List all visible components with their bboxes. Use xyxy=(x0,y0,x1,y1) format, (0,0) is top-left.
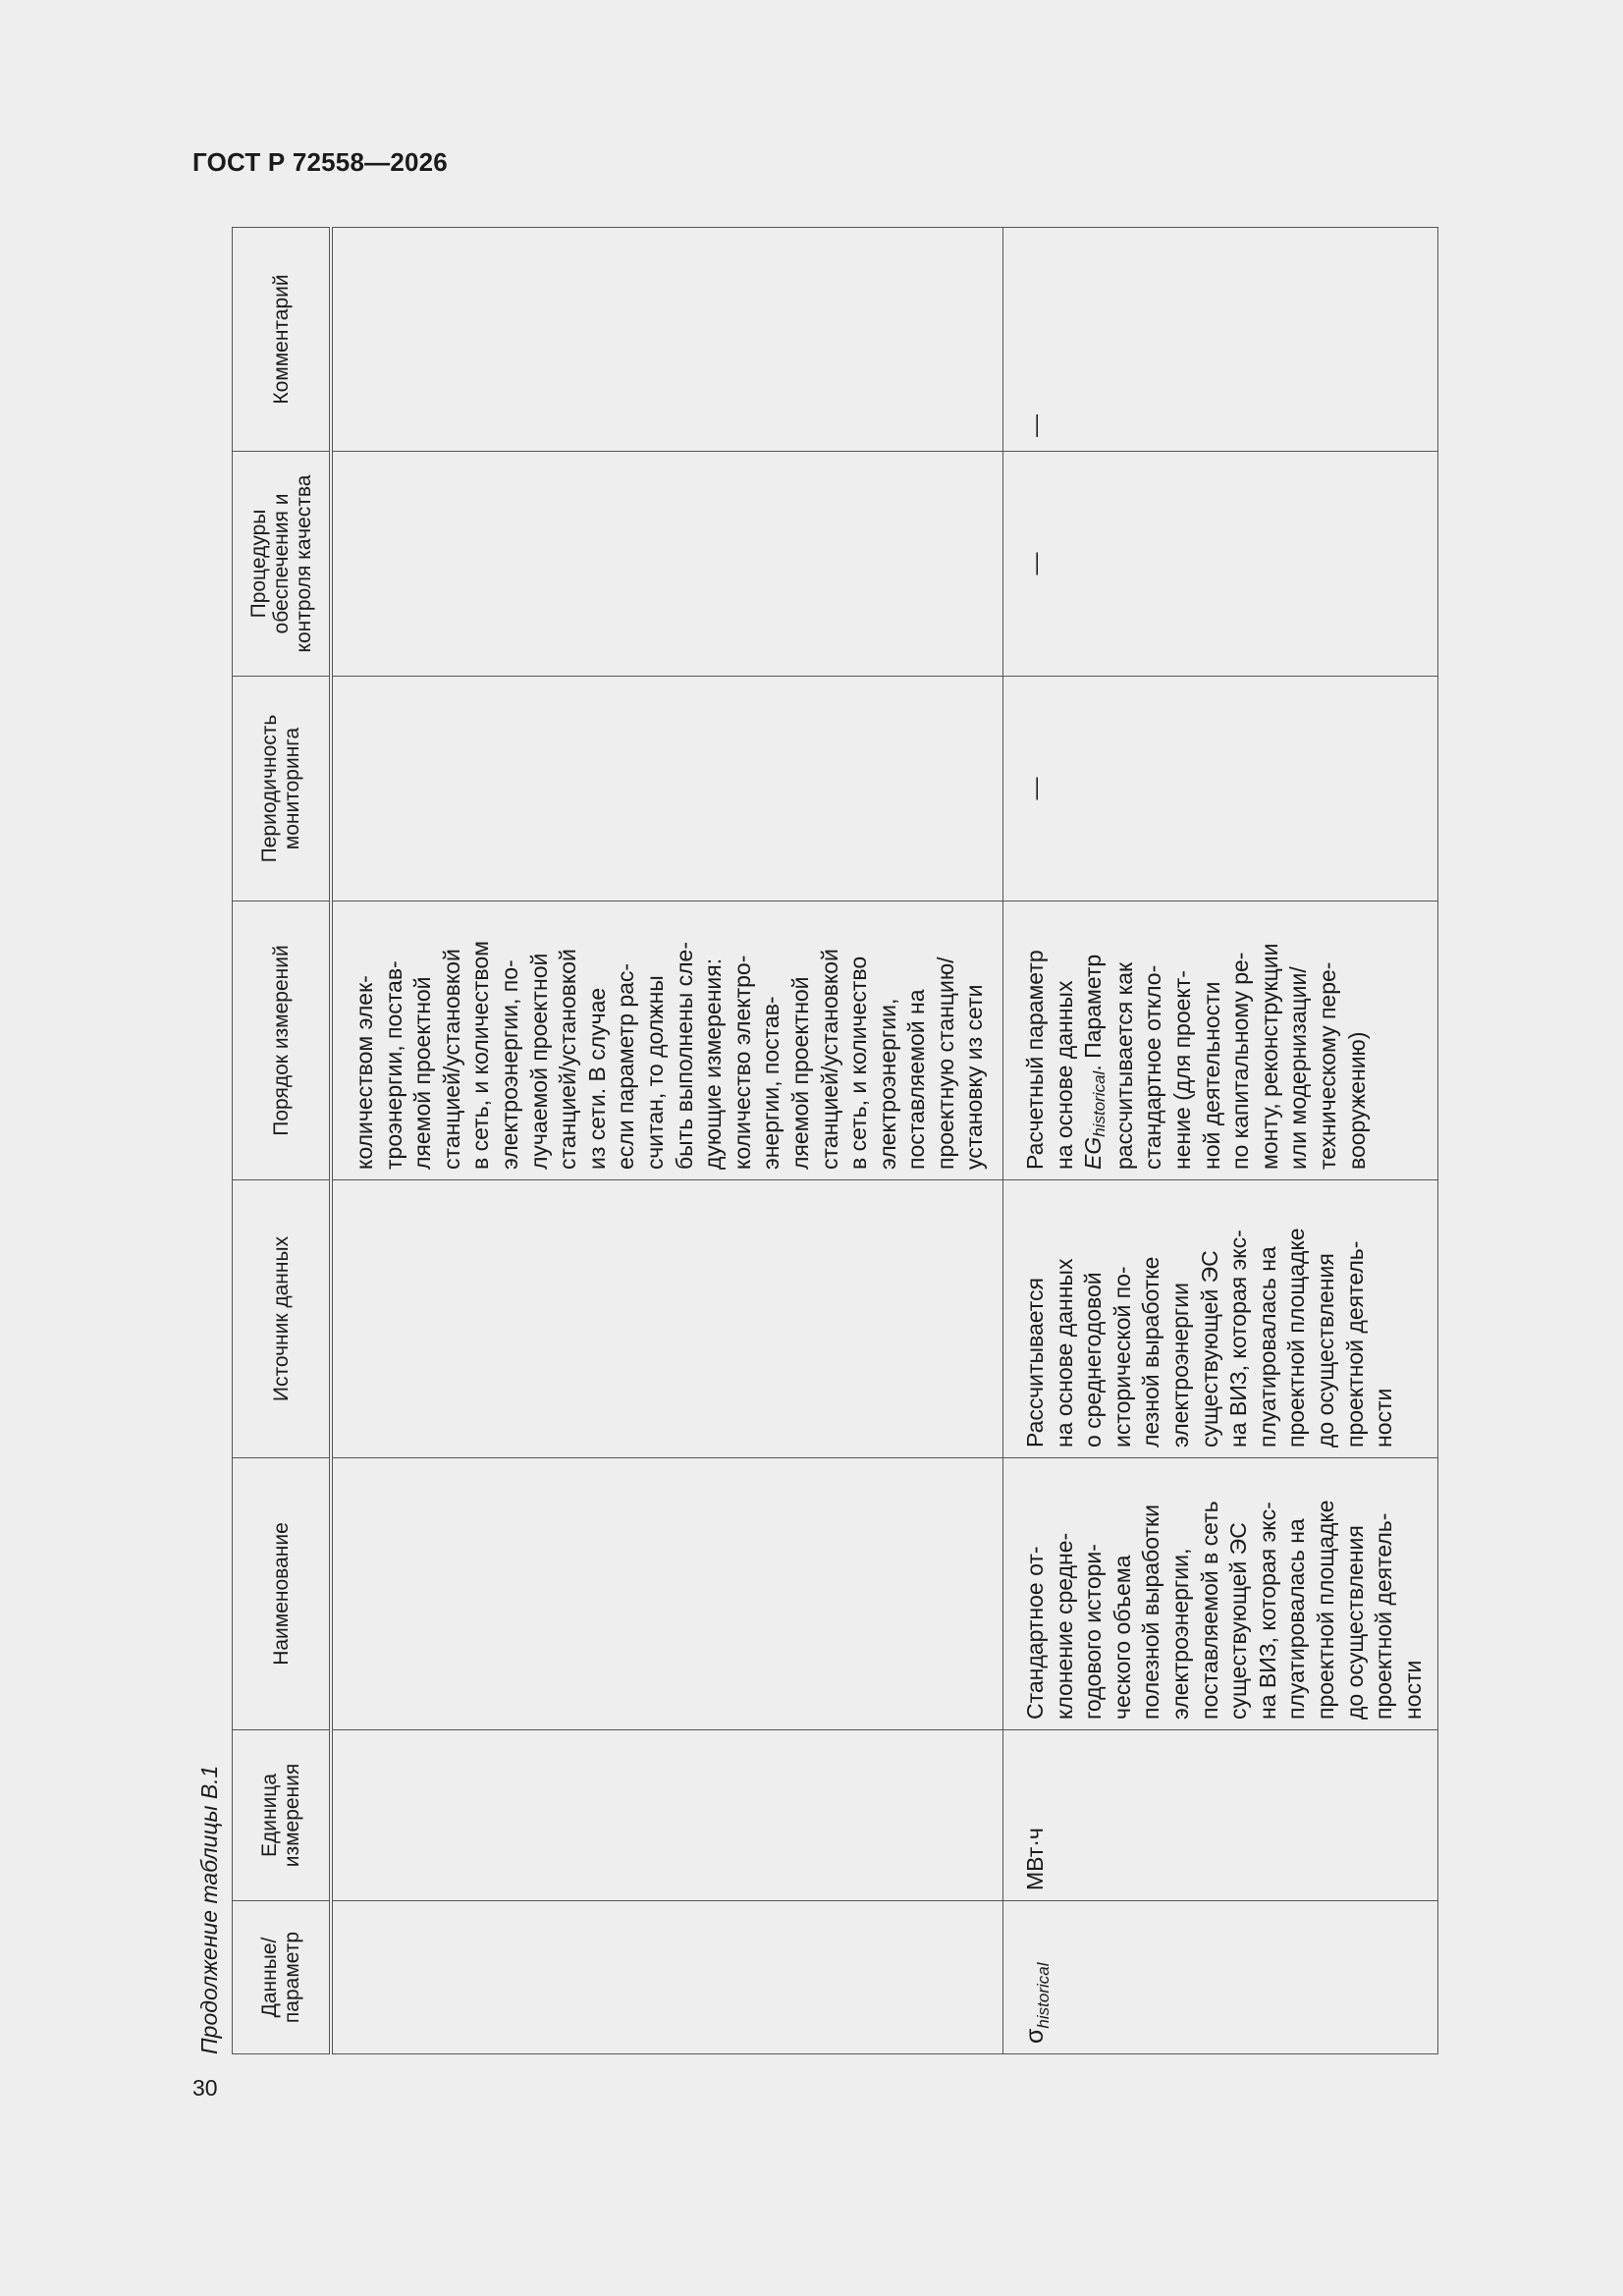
parameter-symbol: σ xyxy=(1021,2028,1049,2044)
header-data-source: Источник данных xyxy=(233,1180,332,1458)
cell-data-source: Рассчитывается на основе данных о среднегодовой исторической по- лезной выработке электроэнергии существующей ЭС на ВИЗ, которая экс- плуатировалась на проектной площадке до осуществления проектной деятель- ности xyxy=(1003,1180,1438,1458)
cell-name: Стандартное от- клонение средне- годового истори- ческого объема полезной выработки электроэнергии, поставляемой в сеть существующей ЭС на ВИЗ, которая экс- плуатировалась на проектной площадке до осуществления проектной деятель- ности xyxy=(1003,1458,1438,1730)
parameters-table xyxy=(232,227,1438,2054)
header-comment: Комментарий xyxy=(233,228,332,452)
table-header-row xyxy=(233,228,332,2054)
parameter-subscript: historical xyxy=(1034,1962,1053,2029)
cell-unit: МВт·ч xyxy=(1003,1730,1438,1901)
cell-empty-source xyxy=(331,1180,1003,1458)
cell-frequency xyxy=(1003,677,1438,902)
cell-comment xyxy=(1003,228,1438,452)
procedure-rest: рассчитывается как стандартное откло- нение (для проект- ной деятельности по капитальному ре- монту, реконструкции или модернизации/ техническому пере- вооружению) xyxy=(1110,943,1370,1170)
procedure-eg-subscript: historical xyxy=(1090,1070,1109,1137)
qa-dash: — xyxy=(1022,552,1048,575)
procedure-line-3 xyxy=(1079,911,1110,1170)
procedure-line-1: Расчетный параметр xyxy=(1022,950,1048,1170)
cell-measurement-procedure-continued: количеством элек- троэнергии, постав- ляемой проектной станцией/установкой в сеть, и количеством электроэнергии, по- лучаемой проектной станцией/установкой из сети. В случае если параметр рас- считан, то должны быть выполнены сле- дующие измерения: количество электро- энергии, постав- ляемой проектной станцией/установкой в сеть, и количество электроэнергии, поставляемой на проектную станцию/ установку из сети xyxy=(331,902,1003,1180)
frequency-dash: — xyxy=(1022,777,1048,800)
document-standard-header: ГОСТ Р 72558—2026 xyxy=(192,147,448,177)
procedure-eg-symbol: EG xyxy=(1080,1136,1107,1170)
cell-empty-name xyxy=(331,1458,1003,1730)
procedure-line-2: на основе данных xyxy=(1051,980,1077,1170)
table-caption: Продолжение таблицы В.1 xyxy=(196,1765,222,2054)
page-number: 30 xyxy=(192,2075,218,2101)
cell-parameter xyxy=(1003,1901,1438,2054)
cell-measurement-procedure xyxy=(1003,902,1438,1180)
table-row-sigma-historical xyxy=(1003,228,1438,2054)
header-qa-procedures: Процедуры обеспечения и контроля качества xyxy=(233,452,332,677)
cell-empty-parameter xyxy=(331,1901,1003,2054)
cell-empty-comment xyxy=(331,228,1003,452)
comment-dash: — xyxy=(1022,414,1048,437)
procedure-eg-suffix: . Параметр xyxy=(1080,954,1107,1071)
header-unit: Единица измерения xyxy=(233,1730,332,1901)
cell-qa-procedures xyxy=(1003,452,1438,677)
table-row-continued xyxy=(331,228,1003,2054)
cell-empty-unit xyxy=(331,1730,1003,1901)
cell-empty-frequency xyxy=(331,677,1003,902)
header-monitoring-frequency: Периодичность мониторинга xyxy=(233,677,332,902)
rotated-table-block xyxy=(192,228,1430,2054)
cell-empty-qa xyxy=(331,452,1003,677)
header-parameter: Данные/ параметр xyxy=(233,1901,332,2054)
header-name: Наименование xyxy=(233,1458,332,1730)
header-measurement-procedure: Порядок измерений xyxy=(233,902,332,1180)
